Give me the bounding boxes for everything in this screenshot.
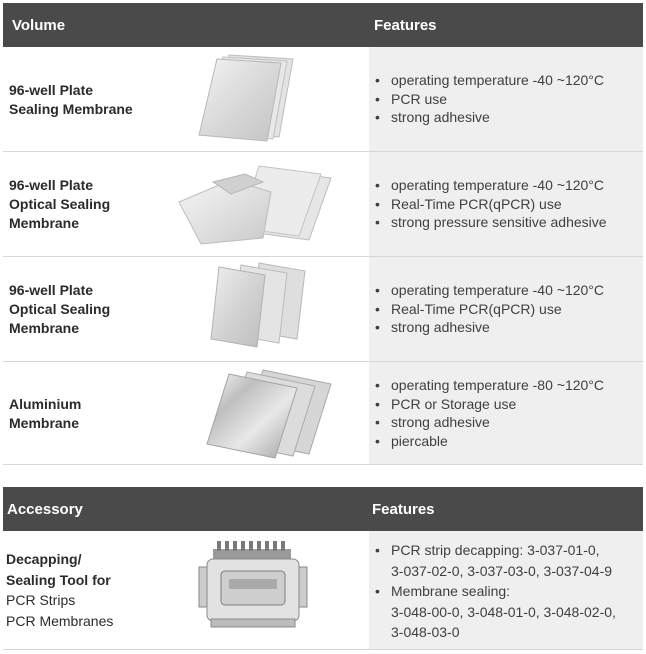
product-image — [171, 47, 366, 156]
feature-item: • PCR use — [375, 90, 448, 107]
features-column-header: Features — [372, 501, 435, 518]
feature-text: strong adhesive — [391, 319, 490, 335]
product-name — [9, 281, 110, 338]
feature-text: PCR use — [391, 90, 448, 107]
accessory-name-line: Decapping/ — [6, 551, 82, 567]
feature-text: strong adhesive — [391, 109, 490, 125]
product-name-line: 96-well Plate — [9, 82, 94, 98]
feature-text: operating temperature -40 ~120°C — [391, 177, 605, 193]
feature-text: Membrane sealing: — [391, 583, 511, 599]
feature-text: piercable — [391, 432, 448, 449]
feature-item: • strong pressure sensitive adhesive — [375, 214, 607, 230]
accessory-column-header: Accessory — [7, 501, 83, 518]
accessory-name-line: PCR Strips — [6, 592, 76, 608]
accessory-name-line: PCR Membranes — [6, 612, 114, 629]
product-name — [9, 81, 133, 119]
feature-item: • Real-Time PCR(qPCR) use — [375, 300, 562, 317]
feature-text: PCR strip decapping: 3-037-01-0, — [391, 542, 600, 558]
feature-item: • strong adhesive — [375, 109, 490, 125]
feature-item: • PCR or Storage use — [375, 395, 517, 412]
product-name-line: Membrane — [9, 415, 80, 431]
feature-text: operating temperature -40 ~120°C — [391, 282, 605, 298]
product-row-aluminium-membrane — [3, 362, 643, 465]
volume-column-header: Volume — [12, 17, 66, 34]
accessory-table-header — [3, 487, 643, 531]
product-name-line: Optical Sealing — [9, 301, 111, 317]
features-cell — [369, 531, 643, 649]
product-name-line: Sealing Membrane — [9, 101, 133, 117]
feature-text: strong adhesive — [391, 414, 490, 430]
feature-item — [375, 622, 616, 643]
feature-item — [375, 602, 616, 623]
accessory-name — [6, 549, 113, 631]
product-row-optical-sealing-membrane-2 — [3, 257, 643, 362]
feature-item: • Real-Time PCR(qPCR) use — [375, 195, 562, 212]
product-row-optical-sealing-membrane-1 — [3, 152, 643, 257]
feature-text: operating temperature -40 ~120°C — [391, 72, 605, 88]
feature-item: • operating temperature -40 ~120°C — [375, 282, 605, 298]
feature-text: operating temperature -80 ~120°C — [391, 377, 605, 393]
product-name-line: 96-well Plate — [9, 282, 94, 298]
accessory-row-decapping-tool — [3, 531, 643, 650]
feature-text: 3-048-00-0, 3-048-01-0, 3-048-02-0, — [391, 603, 616, 620]
product-name-line: Membrane — [9, 215, 80, 231]
feature-item: • operating temperature -80 ~120°C — [375, 377, 605, 393]
feature-text: 3-037-02-0, 3-037-03-0, 3-037-04-9 — [391, 562, 613, 579]
feature-item: • Membrane sealing: — [375, 583, 511, 599]
product-row-sealing-membrane — [3, 47, 643, 152]
product-image — [171, 152, 366, 261]
feature-item: • operating temperature -40 ~120°C — [375, 72, 605, 88]
product-name-line: Aluminium — [9, 396, 82, 412]
product-name — [9, 395, 81, 433]
product-name — [9, 176, 110, 233]
feature-item: • strong adhesive — [375, 414, 490, 430]
feature-item: • strong adhesive — [375, 319, 490, 335]
feature-text: strong pressure sensitive adhesive — [391, 214, 607, 230]
feature-item: • PCR strip decapping: 3-037-01-0, — [375, 542, 600, 558]
product-name-line: 96-well Plate — [9, 177, 94, 193]
product-name-line: Optical Sealing — [9, 196, 111, 212]
feature-item: • operating temperature -40 ~120°C — [375, 177, 605, 193]
feature-item: • piercable — [375, 432, 448, 449]
accessory-name-line: Sealing Tool for — [6, 571, 111, 588]
features-cell — [369, 152, 643, 256]
features-column-header: Features — [374, 17, 437, 34]
features-cell — [369, 362, 643, 464]
volume-table-header — [3, 3, 643, 47]
feature-text: Real-Time PCR(qPCR) use — [391, 195, 562, 212]
feature-text: 3-048-03-0 — [391, 624, 460, 640]
feature-text: PCR or Storage use — [391, 395, 517, 412]
features-cell — [369, 257, 643, 361]
product-image — [171, 362, 366, 469]
feature-text: Real-Time PCR(qPCR) use — [391, 300, 562, 317]
decapping-tool-image — [171, 531, 366, 649]
feature-item — [375, 561, 616, 582]
product-name-line: Membrane — [9, 320, 80, 336]
product-image — [171, 257, 366, 366]
features-cell — [369, 47, 643, 151]
